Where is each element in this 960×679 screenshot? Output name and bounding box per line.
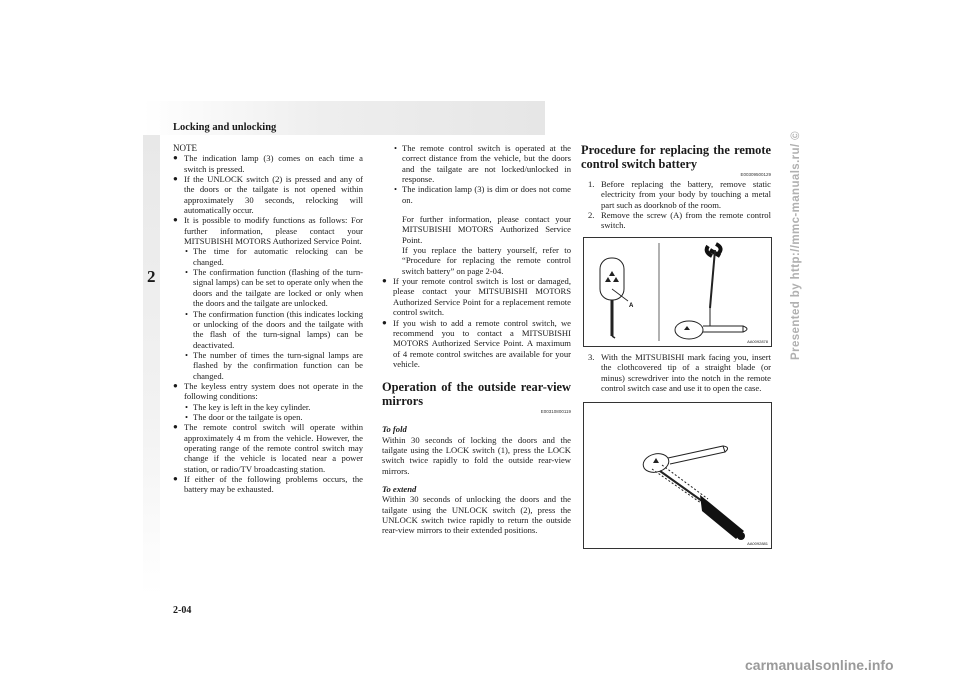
figure-code: AA0092878 (747, 339, 768, 344)
fold-text: Within 30 seconds of locking the doors and the tailgate using the LOCK switch (1), press the LOCK switch twice rapidly to fold the outside rear-view mirrors. (382, 434, 571, 476)
dash-item: • The confirmation function (this indicates locking or unlocking of the doors and the tailgate with the flash of the turn-signal lamps) can be deactivated. (173, 309, 363, 350)
dash-item: • The indication lamp (3) is dim or does not come on. (382, 184, 571, 205)
bullet-item: ● If the UNLOCK switch (2) is pressed and any of the doors or the tailgate is not opened within approximately 30 seconds, relocking will automatically occur. (173, 174, 363, 215)
section-code: E00310800119 (540, 409, 571, 415)
dash-item: • The time for automatic relocking can be changed. (173, 246, 363, 267)
bullet-item: ● If your remote control switch is lost or damaged, please contact your MITSUBISHI MOTORS Authorized Service Point for a replacement remote control switch. (382, 276, 571, 317)
subheading-fold: To fold (382, 424, 407, 435)
bullet-item: ● It is possible to modify functions as follows: For further information, please contact your MITSUBISHI MOTORS Authorized Service Point. (173, 215, 363, 246)
dash-item: • The key is left in the key cylinder. (173, 402, 363, 412)
indented-text: For further information, please contact your MITSUBISHI MOTORS Authorized Service Point. (402, 214, 571, 245)
column-2 (382, 143, 571, 536)
step-item: 3. With the MITSUBISHI mark facing you, insert the clothcovered tip of a straight blade (or minus) screwdriver into the notch in the remote control switch case and use it to open the case. (588, 352, 771, 394)
svg-text:A: A (629, 303, 634, 309)
dash-item: • The number of times the turn-signal lamps are flashed by the confirmation function can be changed. (173, 350, 363, 381)
figure-open-case (583, 402, 772, 549)
key-screw-illustration (584, 238, 771, 346)
bullet-item: ● The keyless entry system does not operate in the following conditions: (173, 381, 363, 402)
chapter-number: 2 (147, 267, 156, 286)
section-title: Locking and unlocking (173, 122, 277, 133)
column-3-continued (581, 352, 771, 393)
step-item: 2. Remove the screw (A) from the remote control switch. (588, 210, 771, 231)
dash-item: • The door or the tailgate is open. (173, 412, 363, 422)
side-watermark: Presented by http://mmc-manuals.ru/ © (790, 130, 802, 360)
bullet-item: ● The indication lamp (3) comes on each time a switch is pressed. (173, 153, 363, 174)
figure-remove-screw (583, 237, 772, 347)
dash-item: • The remote control switch is operated at the correct distance from the vehicle, but the doors and the tailgate are not locked/unlocked in response. (382, 143, 571, 184)
bullet-item: ● If you wish to add a remote control switch, we recommend you to contact a MITSUBISHI MOTORS Authorized Service Point. A maximum of 4 remote control switches are available for your vehicle. (382, 318, 571, 370)
note-heading: NOTE (173, 143, 197, 153)
figure-code: AA0092881 (747, 541, 768, 546)
bullet-item: ● The remote control switch will operate within approximately 4 m from the vehicle. However, the operating range of the remote control switch may change if the vehicle is located near a power station, or radio/TV broadcasting station. (173, 422, 363, 474)
section-code: E00309500129 (740, 172, 771, 177)
column-3 (581, 141, 771, 231)
bottom-watermark: carmanualsonline.info (745, 657, 894, 673)
extend-text: Within 30 seconds of unlocking the doors and the tailgate using the UNLOCK switch (2), press the UNLOCK switch twice rapidly to return the outside rear-view mirrors to their extended positions. (382, 494, 571, 536)
column-1 (173, 143, 363, 495)
page-number: 2-04 (173, 605, 192, 616)
subheading-extend: To extend (382, 483, 417, 494)
bullet-item: ● If either of the following problems occurs, the battery may be exhausted. (173, 474, 363, 495)
step-item: 1. Before replacing the battery, remove static electricity from your body by touching a metal part such as doorknob of the room. (588, 179, 771, 210)
section-heading: Procedure for replacing the remote control switch battery (581, 143, 771, 171)
chapter-tab (143, 135, 160, 595)
screwdriver-case-illustration (584, 403, 771, 548)
dash-item: • The confirmation function (flashing of the turn-signal lamps) can be set to operate only when the doors and the tailgate are locked or only when the doors and the tailgate are unlocked. (173, 267, 363, 308)
section-heading: Operation of the outside rear-view mirrors (382, 380, 571, 409)
indented-text: If you replace the battery yourself, refer to “Procedure for replacing the remote control switch battery” on page 2-04. (402, 245, 571, 276)
